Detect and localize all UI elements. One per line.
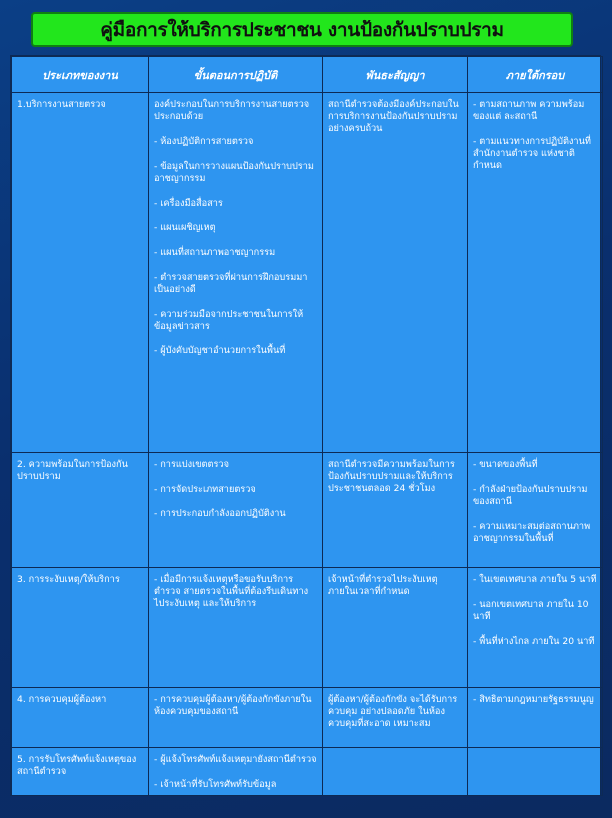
title-banner <box>31 12 573 47</box>
row-type: 4. การควบคุมผู้ต้องหา <box>12 688 149 748</box>
table-row <box>12 453 603 568</box>
step-item: - การจัดประเภทสายตรวจ <box>154 483 256 495</box>
row-framework <box>468 453 603 568</box>
step-item: - การควบคุมผู้ต้องหา/ผู้ต้องกักขังภายใน ห้องควบคุมของสถานี <box>154 694 312 718</box>
service-table <box>11 56 603 796</box>
table-row <box>12 568 603 688</box>
framework-item: - นอกเขตเทศบาล ภายใน 10 นาที <box>473 598 589 622</box>
row-framework <box>468 568 603 688</box>
row-steps <box>149 568 323 688</box>
commitment-item: ผู้ต้องหา/ผู้ต้องกักขัง จะได้รับการควบคุม อย่างปลอดภัย ในห้องควบคุมที่สะอาด เหมาะสม <box>328 694 458 730</box>
step-item: - ตำรวจสายตรวจที่ผ่านการฝึกอบรมมาเป็นอย่างดี <box>154 271 308 295</box>
step-item: - เมื่อมีการแจ้งเหตุหรือขอรับบริการตำรวจ สายตรวจในพื้นที่ต้องรีบเดินทางไประงับเหตุ และให้บริการ <box>154 574 309 610</box>
framework-item: - พื้นที่ห่างไกล ภายใน 20 นาที <box>473 635 595 647</box>
step-item: - ข้อมูลในการวางแผนป้องกันปราบปรามอาชญากรรม <box>154 160 314 184</box>
step-item: องค์ประกอบในการบริการงานสายตรวจประกอบด้วย <box>154 99 310 123</box>
framework-item: - ตามแนวทางการปฏิบัติงานที่ สำนักงานตำรวจ แห่งชาติกำหนด <box>473 135 591 172</box>
table-header-row <box>12 57 603 93</box>
row-steps <box>149 748 323 796</box>
row-framework <box>468 93 603 453</box>
step-item: - ห้องปฏิบัติการสายตรวจ <box>154 135 254 147</box>
service-table-board <box>10 55 601 796</box>
commitment-item: สถานีตำรวจต้องมีองค์ประกอบในการบริการงานป้องกันปราบปรามอย่างครบถ้วน <box>328 99 459 135</box>
step-item: - ความร่วมมือจากประชาชนในการให้ข้อมูลข่าวสาร <box>154 308 304 332</box>
step-item: - ผู้บังคับบัญชาอำนวยการในพื้นที่ <box>154 345 286 357</box>
row-commitment <box>323 93 468 453</box>
step-item: - แผนเผชิญเหตุ <box>154 222 216 234</box>
row-type: 5. การรับโทรศัพท์แจ้งเหตุของสถานีตำรวจ <box>12 748 149 796</box>
page-title: คู่มือการให้บริการประชาชน งานป้องกันปราบปราม <box>100 18 504 41</box>
commitment-item: สถานีตำรวจมีความพร้อมในการป้องกันปราบปรามและให้บริการประชาชนตลอด 24 ชั่วโมง <box>328 459 455 495</box>
step-item: - เครื่องมือสื่อสาร <box>154 197 223 209</box>
row-framework <box>468 688 603 748</box>
column-header-type: ประเภทของงาน <box>12 57 149 93</box>
step-item: - เจ้าหน้าที่รับโทรศัพท์รับข้อมูล <box>154 778 277 790</box>
table-row <box>12 93 603 453</box>
framework-item: - กำลังฝ่ายป้องกันปราบปรามของสถานี <box>473 483 588 507</box>
row-steps <box>149 688 323 748</box>
row-framework <box>468 748 603 796</box>
row-commitment <box>323 568 468 688</box>
framework-item: - สิทธิตามกฎหมายรัฐธรรมนูญ <box>473 694 594 705</box>
framework-item: - ตามสถานภาพ ความพร้อมของแต่ ละสถานี <box>473 99 585 123</box>
step-item: - การแบ่งเขตตรวจ <box>154 459 229 470</box>
row-steps <box>149 453 323 568</box>
framework-item: - ความเหมาะสมต่อสถานภาพ อาชญากรรมในพื้นที่ <box>473 520 591 544</box>
row-commitment <box>323 688 468 748</box>
step-item: - การประกอบกำลังออกปฏิบัติงาน <box>154 508 286 520</box>
row-steps <box>149 93 323 453</box>
table-row <box>12 688 603 748</box>
row-commitment <box>323 748 468 796</box>
table-row <box>12 748 603 796</box>
row-type: 1.บริการงานสายตรวจ <box>12 93 149 453</box>
row-type: 2. ความพร้อมในการป้องกันปราบปราม <box>12 453 149 568</box>
framework-item: - ในเขตเทศบาล ภายใน 5 นาที <box>473 574 597 585</box>
commitment-item: เจ้าหน้าที่ตำรวจไประงับเหตุภายในเวลาที่กำหนด <box>328 574 438 598</box>
column-header-commitment: พันธะสัญญา <box>323 57 468 93</box>
framework-item: - ขนาดของพื้นที่ <box>473 459 538 470</box>
row-type: 3. การระงับเหตุ/ให้บริการ <box>12 568 149 688</box>
column-header-framework: ภายใต้กรอบ <box>468 57 603 93</box>
row-commitment <box>323 453 468 568</box>
step-item: - ผู้แจ้งโทรศัพท์แจ้งเหตุมายังสถานีตำรวจ <box>154 754 317 765</box>
column-header-steps: ขั้นตอนการปฏิบัติ <box>149 57 323 93</box>
step-item: - แผนที่สถานภาพอาชญากรรม <box>154 246 276 258</box>
